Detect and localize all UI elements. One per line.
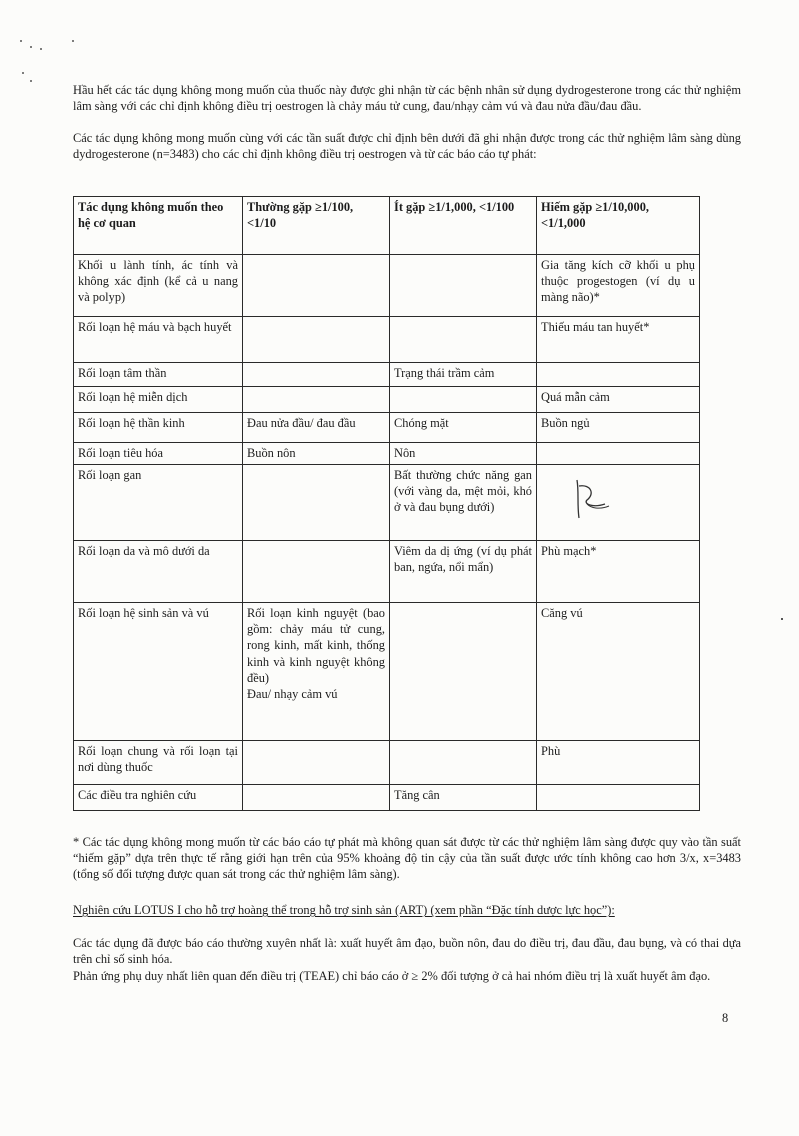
common-cell [243, 465, 390, 541]
uncommon-cell: Chóng mặt [390, 413, 537, 443]
rare-cell: Phù [537, 741, 700, 785]
table-row [74, 363, 700, 387]
uncommon-cell: Trạng thái trầm cảm [390, 363, 537, 387]
uncommon-cell [390, 255, 537, 317]
uncommon-cell [390, 603, 537, 741]
table-row [74, 443, 700, 465]
signature-mark [565, 474, 615, 524]
organ-system-cell: Rối loạn hệ miễn dịch [74, 387, 243, 413]
uncommon-cell: Tăng cân [390, 785, 537, 811]
table-row [74, 603, 700, 741]
rare-cell: Gia tăng kích cỡ khối u phụ thuộc progestogen (ví dụ u màng não)* [537, 255, 700, 317]
page-number: 8 [722, 1011, 729, 1025]
intro-paragraph-2: Các tác dụng không mong muốn cùng với các tần suất được chỉ định bên dưới đã ghi nhận được trong các thử nghiệm lâm sàng dùng dydrogesterone (n=3483) cho các chỉ định không điều trị oestrogen và từ các báo cáo tự phát: [73, 131, 741, 162]
header-uncommon: Ít gặp ≥1/1,000, <1/100 [390, 197, 537, 255]
scan-speck [781, 618, 783, 620]
rare-cell: Phù mạch* [537, 541, 700, 603]
common-cell [243, 741, 390, 785]
rare-cell: Căng vú [537, 603, 700, 741]
organ-system-cell: Rối loạn hệ thần kinh [74, 413, 243, 443]
uncommon-cell: Bất thường chức năng gan (với vàng da, mệt mỏi, khó ở và đau bụng dưới) [390, 465, 537, 541]
rare-cell [537, 443, 700, 465]
common-cell [243, 317, 390, 363]
table-row [74, 785, 700, 811]
organ-system-cell: Rối loạn hệ máu và bạch huyết [74, 317, 243, 363]
organ-system-cell: Rối loạn da và mô dưới da [74, 541, 243, 603]
table-row [74, 413, 700, 443]
header-organ-system: Tác dụng không muốn theo hệ cơ quan [74, 197, 243, 255]
lotus-paragraph-2: Phản ứng phụ duy nhất liên quan đến điều trị (TEAE) chỉ báo cáo ở ≥ 2% đối tượng ở cả hai nhóm điều trị là xuất huyết âm đạo. [73, 969, 711, 983]
common-cell: Đau nửa đầu/ đau đầu [243, 413, 390, 443]
intro-paragraph-1: Hầu hết các tác dụng không mong muốn của thuốc này được ghi nhận từ các bệnh nhân sử dụng dydrogesterone trong các thử nghiệm lâm sàng với các chỉ định không điều trị oestrogen là chảy máu tử cung, đau/nhạy cảm vú và đau nửa đầu/đau đầu. [73, 83, 741, 114]
organ-system-cell: Rối loạn tâm thần [74, 363, 243, 387]
common-cell [243, 387, 390, 413]
organ-system-cell: Rối loạn chung và rối loạn tại nơi dùng thuốc [74, 741, 243, 785]
lotus-study-heading: Nghiên cứu LOTUS I cho hỗ trợ hoàng thể trong hỗ trợ sinh sản (ART) (xem phần “Đặc tính dược lực học”): [73, 903, 615, 917]
organ-system-cell: Khối u lành tính, ác tính và không xác định (kể cả u nang và polyp) [74, 255, 243, 317]
table-row [74, 541, 700, 603]
uncommon-cell [390, 387, 537, 413]
organ-system-cell: Rối loạn tiêu hóa [74, 443, 243, 465]
rare-cell: Quá mẫn cảm [537, 387, 700, 413]
rare-cell: Buồn ngủ [537, 413, 700, 443]
organ-system-cell: Rối loạn hệ sinh sản và vú [74, 603, 243, 741]
table-row [74, 317, 700, 363]
rare-cell [537, 465, 700, 541]
organ-system-cell: Rối loạn gan [74, 465, 243, 541]
table-row [74, 387, 700, 413]
common-cell: Buồn nôn [243, 443, 390, 465]
uncommon-cell: Viêm da dị ứng (ví dụ phát ban, ngứa, nổi mẩn) [390, 541, 537, 603]
uncommon-cell [390, 317, 537, 363]
header-rare: Hiếm gặp ≥1/10,000, <1/1,000 [537, 197, 700, 255]
table-row [74, 255, 700, 317]
table-footnote: * Các tác dụng không mong muốn từ các báo cáo tự phát mà không quan sát được từ các thử nghiệm lâm sàng được quy vào tần suất “hiếm gặp” dựa trên thực tế rằng giới hạn trên của 95% khoảng độ tin cậy của tần suất được ước tính không cao hơn 3/x, x=3483 (tổng số đối tượng được quan sát trong các thử nghiệm lâm sàng). [73, 835, 741, 882]
scan-specks [18, 38, 58, 88]
common-cell [243, 541, 390, 603]
table-row [74, 741, 700, 785]
common-cell: Rối loạn kinh nguyệt (bao gồm: chảy máu tử cung, rong kinh, mất kinh, thống kinh và kinh nguyệt không đều) Đau/ nhạy cảm vú [243, 603, 390, 741]
uncommon-cell: Nôn [390, 443, 537, 465]
uncommon-cell [390, 741, 537, 785]
common-cell [243, 255, 390, 317]
common-cell [243, 785, 390, 811]
header-common: Thường gặp ≥1/100, <1/10 [243, 197, 390, 255]
common-cell [243, 363, 390, 387]
lotus-paragraph-1: Các tác dụng đã được báo cáo thường xuyên nhất là: xuất huyết âm đạo, buồn nôn, đau do điều trị, đau đầu, đau bụng, và có thai dựa trên chỉ số sinh hóa. [73, 936, 741, 967]
rare-cell: Thiếu máu tan huyết* [537, 317, 700, 363]
rare-cell [537, 363, 700, 387]
table-header-row [74, 197, 700, 255]
organ-system-cell: Các điều tra nghiên cứu [74, 785, 243, 811]
rare-cell [537, 785, 700, 811]
